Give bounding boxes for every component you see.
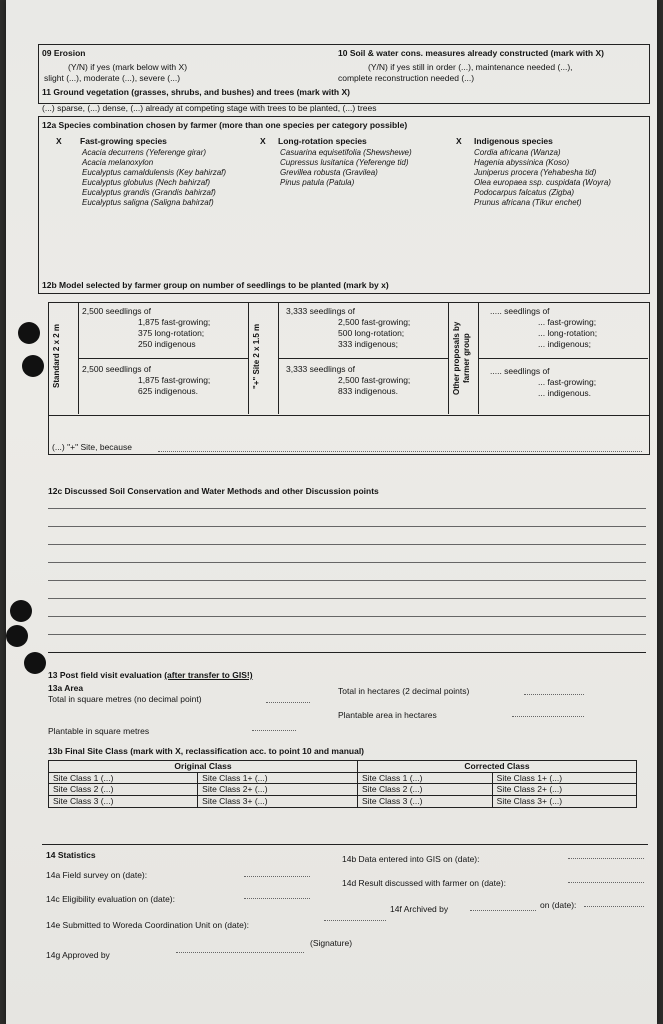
total-sqm-label: Total in square metres (no decimal point) xyxy=(48,694,202,704)
model-option[interactable]: 3,333 seedlings of xyxy=(286,364,355,374)
submitted-field[interactable] xyxy=(324,920,386,921)
site-class-option[interactable]: Site Class 3+ (...) xyxy=(198,795,358,807)
species-item[interactable]: Juniperus procera (Yehabesha tid) xyxy=(474,168,597,177)
post-visit-title: 13 Post field visit evaluation (after transfer to GIS!) xyxy=(48,670,253,680)
statistics-title: 14 Statistics xyxy=(46,850,96,860)
corrected-class-heading: Corrected Class xyxy=(358,761,637,773)
site-class-option[interactable]: Site Class 2+ (...) xyxy=(198,784,358,796)
other-proposals-label: Other proposals by farmer group xyxy=(452,321,471,395)
species-item[interactable]: Eucalyptus grandis (Grandis bahirzaf) xyxy=(82,188,216,197)
discussion-line[interactable] xyxy=(48,598,646,599)
species-item[interactable]: Grevillea robusta (Gravilea) xyxy=(280,168,378,177)
approved-label: 14g Approved by xyxy=(46,950,110,960)
area-title: 13a Area xyxy=(48,683,84,693)
punch-hole xyxy=(22,355,44,377)
species-item[interactable]: Podocarpus falcatus (Zigba) xyxy=(474,188,575,197)
original-class-heading: Original Class xyxy=(49,761,358,773)
site-class-option[interactable]: Site Class 2 (...) xyxy=(358,784,493,796)
species-item[interactable]: Acacia melanoxylon xyxy=(82,158,154,167)
total-ha-label: Total in hectares (2 decimal points) xyxy=(338,686,470,696)
species-item[interactable]: Eucalyptus camaldulensis (Key bahirzaf) xyxy=(82,168,227,177)
plantable-ha-field[interactable] xyxy=(512,716,584,717)
discussion-line[interactable] xyxy=(48,634,646,635)
model-option[interactable]: ..... seedlings of xyxy=(490,366,550,376)
site-class-option[interactable]: Site Class 3+ (...) xyxy=(492,795,636,807)
long-rotation-mark[interactable]: X xyxy=(260,136,266,146)
soil-water-question[interactable]: (Y/N) if yes still in order (...), maintenance needed (...), xyxy=(368,62,573,72)
submitted-label: 14e Submitted to Woreda Coordination Unit on (date): xyxy=(46,920,250,930)
discussion-line[interactable] xyxy=(48,508,646,509)
site-class-option[interactable]: Site Class 2 (...) xyxy=(49,784,198,796)
total-ha-field[interactable] xyxy=(524,694,584,695)
archived-on-field[interactable] xyxy=(584,906,644,907)
plantable-ha-label: Plantable area in hectares xyxy=(338,710,437,720)
indigenous-mark[interactable]: X xyxy=(456,136,462,146)
eligibility-label: 14c Eligibility evaluation on (date): xyxy=(46,894,175,904)
model-option[interactable]: ..... seedlings of xyxy=(490,306,550,316)
standard-label: Standard 2 x 2 m xyxy=(52,323,61,389)
site-class-option[interactable]: Site Class 3 (...) xyxy=(358,795,493,807)
archived-by-field[interactable] xyxy=(470,910,536,911)
species-item[interactable]: Pinus patula (Patula) xyxy=(280,178,355,187)
species-item[interactable]: Cordia africana (Wanza) xyxy=(474,148,561,157)
punch-hole xyxy=(18,322,40,344)
discussion-line[interactable] xyxy=(48,616,646,617)
ground-vegetation-title: 11 Ground vegetation (grasses, shrubs, and bushes) and trees (mark with X) xyxy=(42,87,350,97)
plus-site-label: "+" Site 2 x 1.5 m xyxy=(252,323,261,389)
erosion-severity[interactable]: slight (...), moderate (...), severe (...) xyxy=(44,73,181,83)
plus-site-because[interactable]: (...) "+" Site, because xyxy=(52,442,132,452)
discussion-title: 12c Discussed Soil Conservation and Water Methods and other Discussion points xyxy=(48,486,379,496)
discussion-line[interactable] xyxy=(48,580,646,581)
species-item[interactable]: Hagenia abyssinica (Koso) xyxy=(474,158,570,167)
species-item[interactable]: Eucalyptus saligna (Saligna bahirzaf) xyxy=(82,198,214,207)
plantable-sqm-field[interactable] xyxy=(252,730,296,731)
site-class-option[interactable]: Site Class 1+ (...) xyxy=(198,772,358,784)
model-option[interactable]: 3,333 seedlings of xyxy=(286,306,355,316)
erosion-question[interactable]: (Y/N) if yes (mark below with X) xyxy=(68,62,188,72)
indigenous-heading: Indigenous species xyxy=(474,136,553,146)
species-item[interactable]: Casuarina equisetifolia (Shewshewe) xyxy=(280,148,412,157)
site-class-option[interactable]: Site Class 1 (...) xyxy=(358,772,493,784)
final-site-class-title: 13b Final Site Class (mark with X, reclassification acc. to point 10 and manual) xyxy=(48,746,365,756)
punch-hole xyxy=(10,600,32,622)
punch-hole xyxy=(24,652,46,674)
result-discussed-field[interactable] xyxy=(568,882,644,883)
plantable-sqm-label: Plantable in square metres xyxy=(48,726,150,736)
because-line[interactable] xyxy=(158,451,642,452)
erosion-title: 09 Erosion xyxy=(42,48,86,58)
eligibility-field[interactable] xyxy=(244,898,310,899)
model-option[interactable]: 2,500 seedlings of xyxy=(82,306,151,316)
discussion-line[interactable] xyxy=(48,562,646,563)
soil-water-reconstruction[interactable]: complete reconstruction needed (...) xyxy=(338,73,475,83)
approved-field[interactable] xyxy=(176,952,304,953)
punch-hole xyxy=(6,625,28,647)
species-item[interactable]: Acacia decurrens (Yeferenge girar) xyxy=(82,148,207,157)
result-discussed-label: 14d Result discussed with farmer on (date): xyxy=(342,878,506,888)
archived-label: 14f Archived by xyxy=(390,904,449,914)
fast-growing-heading: Fast-growing species xyxy=(80,136,167,146)
site-class-option[interactable]: Site Class 1 (...) xyxy=(49,772,198,784)
archived-on-label: on (date): xyxy=(540,900,577,910)
species-item[interactable]: Olea europaea ssp. cuspidata (Woyra) xyxy=(474,178,611,187)
signature-label: (Signature) xyxy=(310,938,353,948)
species-title: 12a Species combination chosen by farmer (more than one species per category possible) xyxy=(42,120,408,130)
total-sqm-field[interactable] xyxy=(266,702,310,703)
discussion-line[interactable] xyxy=(48,526,646,527)
field-survey-label: 14a Field survey on (date): xyxy=(46,870,148,880)
site-class-option[interactable]: Site Class 2+ (...) xyxy=(492,784,636,796)
gis-entry-field[interactable] xyxy=(568,858,644,859)
site-class-option[interactable]: Site Class 1+ (...) xyxy=(492,772,636,784)
site-class-table xyxy=(48,760,637,808)
species-item[interactable]: Cupressus lusitanica (Yeferenge tid) xyxy=(280,158,409,167)
gis-entry-label: 14b Data entered into GIS on (date): xyxy=(342,854,480,864)
discussion-line[interactable] xyxy=(48,544,646,545)
model-title: 12b Model selected by farmer group on number of seedlings to be planted (mark by x) xyxy=(42,280,389,290)
site-class-option[interactable]: Site Class 3 (...) xyxy=(49,795,198,807)
long-rotation-heading: Long-rotation species xyxy=(278,136,367,146)
soil-water-title: 10 Soil & water cons. measures already constructed (mark with X) xyxy=(338,48,604,58)
species-item[interactable]: Prunus africana (Tikur enchet) xyxy=(474,198,582,207)
species-item[interactable]: Eucalyptus globulus (Nech bahirzaf) xyxy=(82,178,211,187)
ground-vegetation-options[interactable]: (...) sparse, (...) dense, (...) already at competing stage with trees to be planted, (...) trees xyxy=(42,103,377,113)
field-survey-field[interactable] xyxy=(244,876,310,877)
model-option[interactable]: 2,500 seedlings of xyxy=(82,364,151,374)
fast-growing-mark[interactable]: X xyxy=(56,136,62,146)
